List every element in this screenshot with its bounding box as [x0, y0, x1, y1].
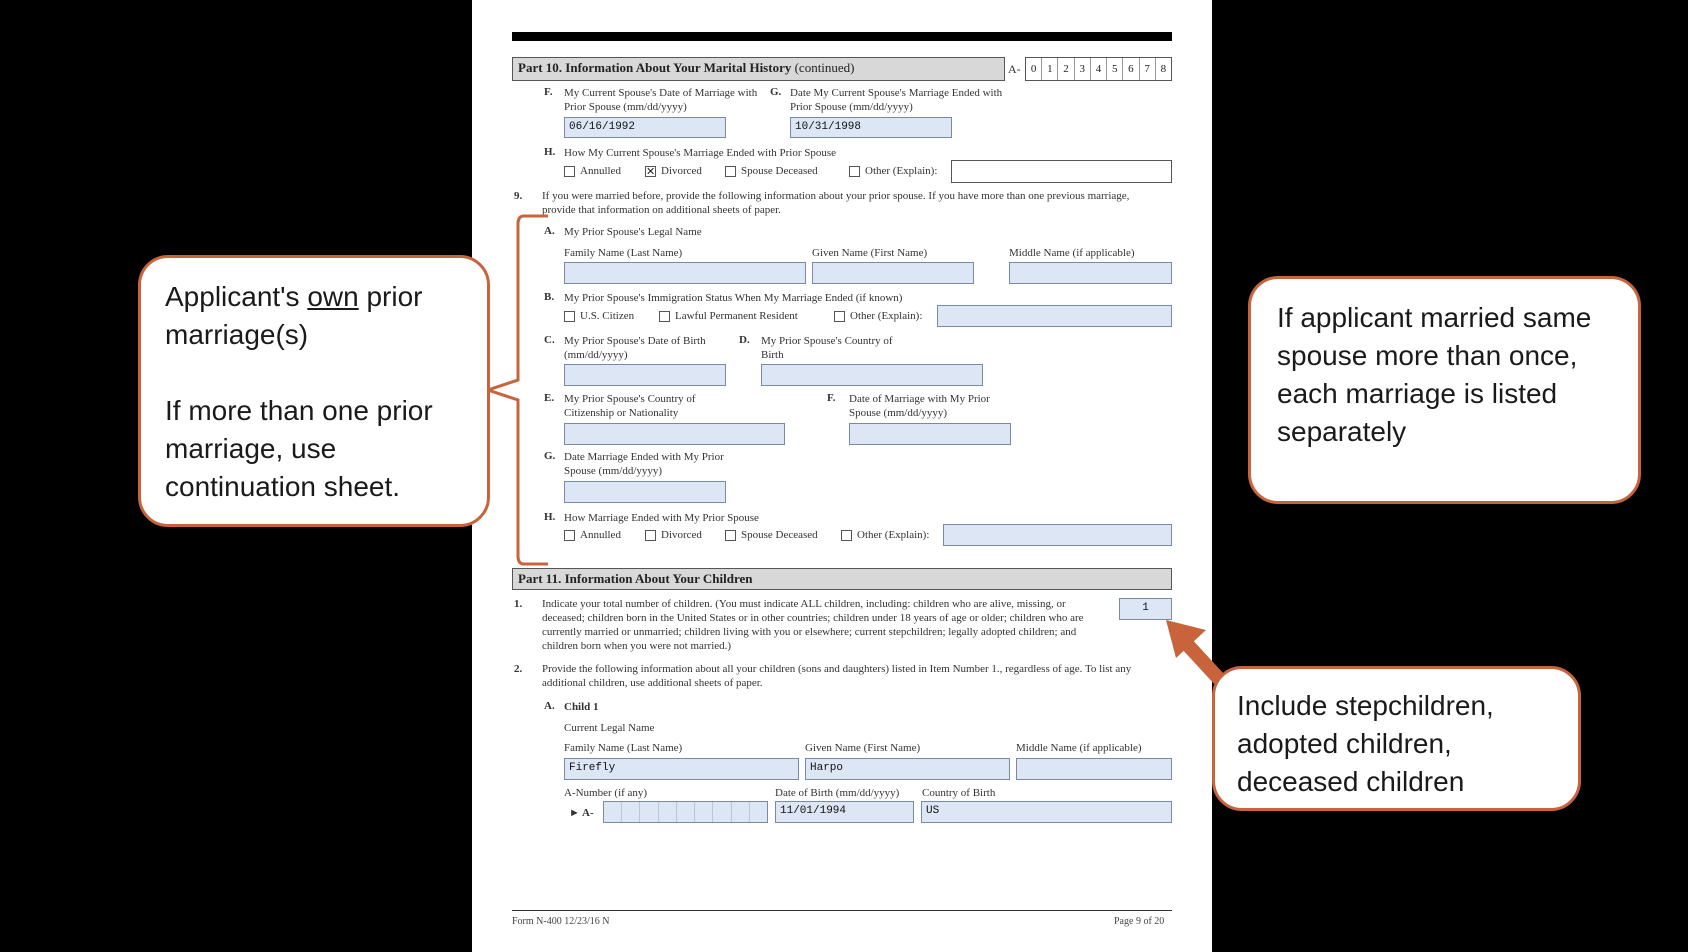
child-given-label: Given Name (First Name) [805, 742, 921, 754]
spouse-deceased-label: Spouse Deceased [741, 165, 818, 177]
annulled-label: Annulled [580, 165, 621, 177]
h2-divorced-label: Divorced [661, 529, 702, 541]
q9-number: 9. [514, 190, 523, 202]
a-digit: 8 [1160, 63, 1167, 75]
item-a-label: My Prior Spouse's Legal Name [564, 226, 702, 238]
callout-right-bottom: Include stepchildren, adopted children, deceased children [1212, 666, 1581, 811]
callout-left-post: prior marriage(s) [165, 281, 423, 350]
item-g-label: Date My Current Spouse's Marriage Ended with Prior Spouse (mm/dd/yyyy) [790, 87, 1003, 113]
callout-left-line2: If more than one prior marriage, use continuation sheet. [165, 395, 433, 502]
current-spouse-marriage-end-date[interactable]: 10/31/1998 [790, 117, 952, 138]
q2-number: 2. [514, 663, 523, 675]
callout-left [138, 255, 490, 527]
a-digit: 4 [1091, 58, 1107, 80]
bracket-shape [488, 216, 548, 564]
a-digit: 7 [1140, 58, 1156, 80]
q1-text: Indicate your total number of children. (You must indicate ALL children, including: children who are alive, missing, or deceased; children born in the United States or in other countries; children under 18 years of age or older; children who are currently married or unmarried; children living with you or elsewhere; current stepchildren; legally adopted children; and children born when you were not married.) [542, 598, 1084, 652]
cob-label: Country of Birth [922, 787, 996, 799]
item-h-label: How My Current Spouse's Marriage Ended with Prior Spouse [564, 147, 837, 159]
given-name-label: Given Name (First Name) [812, 247, 928, 259]
child-letter: A. [544, 700, 555, 712]
a-digit: 5 [1107, 58, 1123, 80]
item-b-label: My Prior Spouse's Immigration Status When My Marriage Ended (if known) [564, 292, 903, 304]
q2-text: Provide the following information about all your children (sons and daughters) listed in Item Number 1., regardless of age. To list any additional children, use additional sheets of paper. [542, 663, 1132, 689]
item-e-letter: E. [544, 392, 555, 404]
item-d-label: My Prior Spouse's Country of Birth [761, 335, 893, 361]
a-number-arrow: ► A- [569, 807, 594, 819]
current-legal-name-label: Current Legal Name [564, 722, 655, 734]
part11-header: Part 11. Information About Your Children [512, 568, 1172, 590]
a-digit: 3 [1075, 58, 1091, 80]
h2-other-label: Other (Explain): [857, 529, 930, 541]
item-d-letter: D. [739, 334, 750, 346]
child-title: Child 1 [564, 701, 599, 713]
a-number-prefix: A- [1008, 62, 1021, 76]
item-e-label: My Prior Spouse's Country of Citizenship or Nationality [564, 393, 696, 419]
child-dob-field[interactable]: 11/01/1994 [775, 801, 914, 823]
lpr-label: Lawful Permanent Resident [675, 310, 798, 322]
item-g-letter: G. [770, 86, 782, 98]
item-f2-letter: F. [827, 392, 836, 404]
callout-right-top: If applicant married same spouse more than once, each marriage is listed separately [1248, 276, 1641, 504]
part10-title: Part 10. Information About Your Marital History [518, 60, 792, 75]
us-citizen-label: U.S. Citizen [580, 310, 635, 322]
a-digit: 2 [1058, 58, 1074, 80]
item-g2-letter: G. [544, 450, 556, 462]
a-digit: 1 [1042, 58, 1058, 80]
footer-form-id: Form N-400 12/23/16 N [512, 916, 610, 927]
other-label: Other (Explain): [865, 165, 938, 177]
child-middle-label: Middle Name (if applicable) [1016, 742, 1142, 754]
h2-deceased-label: Spouse Deceased [741, 529, 818, 541]
a-digit: 6 [1123, 58, 1139, 80]
item-g2-label: Date Marriage Ended with My Prior Spouse (mm/dd/yyyy) [564, 451, 724, 477]
h2-annulled-label: Annulled [580, 529, 621, 541]
child-family-label: Family Name (Last Name) [564, 742, 683, 754]
item-h2-label: How Marriage Ended with My Prior Spouse [564, 512, 759, 524]
b-other-label: Other (Explain): [850, 310, 923, 322]
a-digit: 0 [1026, 58, 1042, 80]
q1-number: 1. [514, 598, 523, 610]
callout-left-pre: Applicant's [165, 281, 308, 312]
item-c-letter: C. [544, 334, 555, 346]
item-f-label: My Current Spouse's Date of Marriage with Prior Spouse (mm/dd/yyyy) [564, 87, 758, 113]
family-name-label: Family Name (Last Name) [564, 247, 683, 259]
item-h-letter: H. [544, 146, 556, 158]
item-f-letter: F. [544, 86, 553, 98]
part10-continued: (continued) [794, 60, 855, 75]
footer-page-number: Page 9 of 20 [1114, 916, 1165, 927]
a-number-if-any-label: A-Number (if any) [564, 787, 648, 799]
divorced-label: Divorced [661, 165, 702, 177]
child-family-name-field[interactable]: Firefly [564, 758, 799, 780]
callout-left-own: own [307, 281, 359, 312]
item-f2-label: Date of Marriage with My Prior Spouse (mm/dd/yyyy) [849, 393, 990, 419]
current-spouse-prior-marriage-date[interactable]: 06/16/1992 [564, 117, 726, 138]
item-h2-letter: H. [544, 511, 556, 523]
item-b-letter: B. [544, 291, 555, 303]
item-a-letter: A. [544, 225, 555, 237]
callout-left-line1 [165, 278, 463, 354]
divorced-checkbox[interactable]: ✕ [646, 165, 656, 178]
child-country-of-birth-field[interactable]: US [921, 801, 1172, 823]
arrow-shaft [1185, 642, 1220, 680]
child-given-name-field[interactable]: Harpo [805, 758, 1010, 780]
item-c-label: My Prior Spouse's Date of Birth (mm/dd/yyyy) [564, 335, 706, 361]
dob-label: Date of Birth (mm/dd/yyyy) [775, 787, 900, 799]
total-children-field[interactable]: 1 [1119, 598, 1172, 620]
q9-text: If you were married before, provide the following information about your prior spouse. If you have more than one previous marriage, provide that information on additional sheets of paper. [542, 190, 1130, 216]
middle-name-label: Middle Name (if applicable) [1009, 247, 1135, 259]
